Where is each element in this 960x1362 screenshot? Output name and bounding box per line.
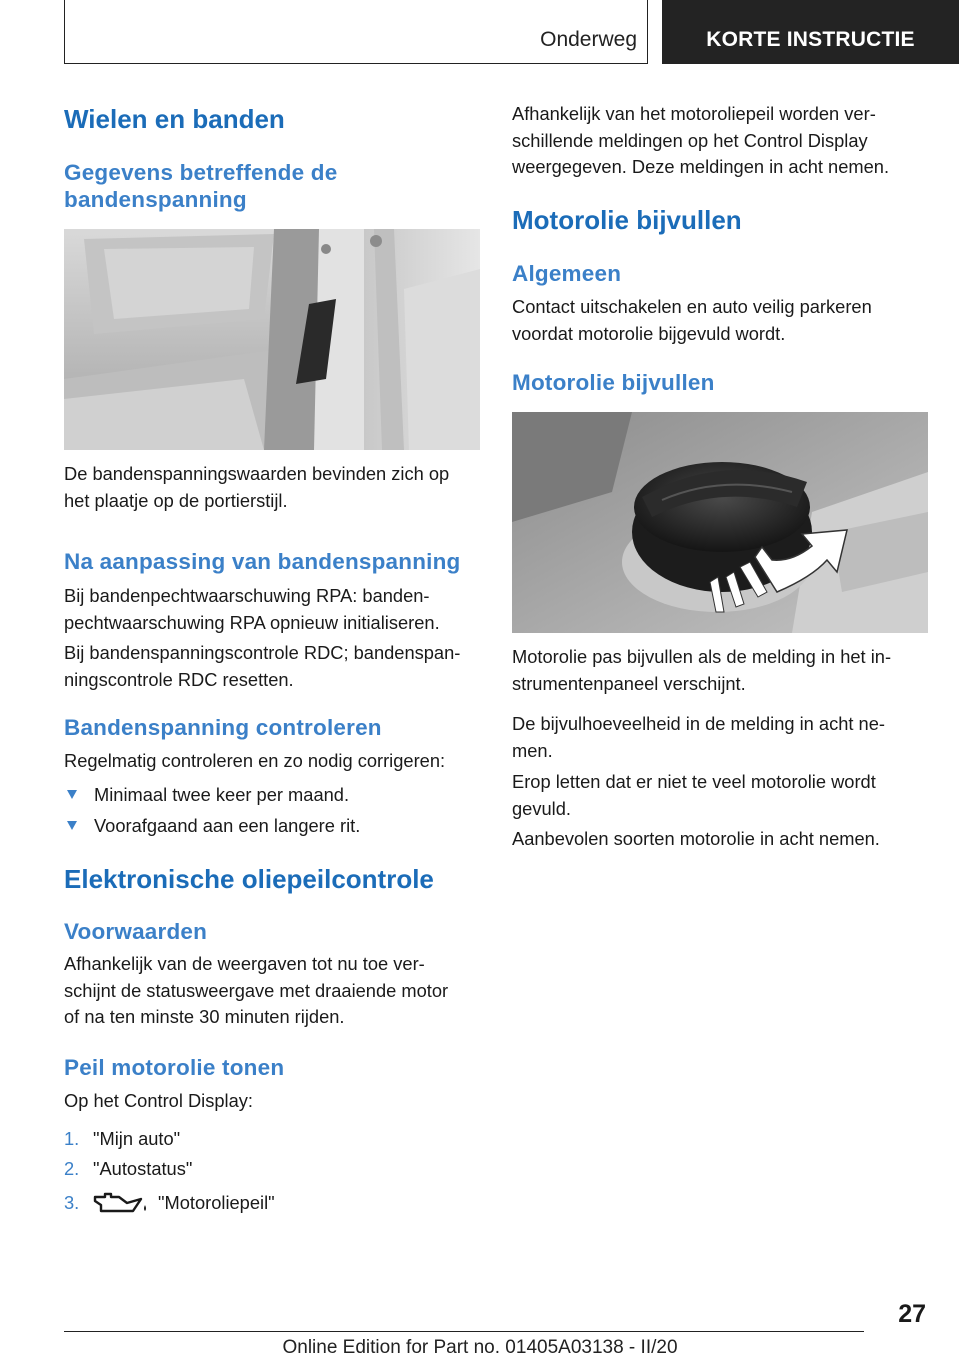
- paragraph-refill-amount: [512, 711, 885, 764]
- text-line: gevuld.: [512, 797, 571, 819]
- header-section-box: [64, 0, 648, 64]
- step-text: "Mijn auto": [93, 1128, 181, 1149]
- header-chapter-box: [662, 0, 959, 64]
- text-line: schillende meldingen op het Control Display: [512, 129, 868, 151]
- heading-conditions: Voorwaarden: [64, 919, 208, 944]
- header-chapter-label: KORTE INSTRUCTIE: [706, 28, 915, 51]
- heading-check-pressure: Bandenspanning controleren: [64, 715, 382, 740]
- page-number: 27: [898, 1300, 926, 1328]
- text-line: ningscontrole RDC resetten.: [64, 668, 294, 690]
- text-line: het plaatje op de portierstijl.: [64, 489, 288, 511]
- heading-line-1: Gegevens betreffende de: [64, 160, 338, 185]
- step-number: 1.: [64, 1128, 80, 1149]
- paragraph-rdc: [64, 640, 460, 693]
- bullet-triangle-icon: [67, 790, 77, 799]
- text-line: voordat motorolie bijgevuld wordt.: [512, 322, 786, 344]
- paragraph-refill-when: [512, 644, 891, 697]
- heading-show-oil-level: Peil motorolie tonen: [64, 1055, 285, 1080]
- header-section-label: Onderweg: [540, 28, 637, 51]
- text-line: De bandenspanningswaarden bevinden zich op: [64, 463, 450, 484]
- text-line: Bij bandenspanningscontrole RDC; bandenspan-: [64, 642, 461, 663]
- text-line: Bij bandenpechtwaarschuwing RPA: banden-: [64, 585, 430, 606]
- section-title-oil-check: Elektronische oliepeilcontrole: [64, 864, 434, 894]
- bullet-item: Voorafgaand aan een langere rit.: [94, 815, 361, 836]
- text-line: De bijvulhoeveelheid in de melding in acht ne-: [512, 713, 885, 734]
- paragraph-control-display: Op het Control Display:: [64, 1090, 253, 1111]
- text-line: Afhankelijk van het motoroliepeil worden ver-: [512, 103, 876, 124]
- heading-general: Algemeen: [512, 261, 622, 286]
- heading-tire-pressure-data: [64, 159, 337, 213]
- bullet-item: Minimaal twee keer per maand.: [94, 784, 350, 805]
- page-header: [64, 0, 959, 64]
- paragraph-no-overfill: [512, 769, 876, 822]
- paragraph-pressure-location: [64, 461, 449, 514]
- step-number: 2.: [64, 1158, 80, 1179]
- oil-cap-photo: [512, 412, 928, 633]
- step-text: "Motoroliepeil": [158, 1192, 275, 1213]
- paragraph-rpa: [64, 583, 440, 636]
- text-line: weergegeven. Deze meldingen in acht nemen.: [512, 156, 890, 177]
- text-line: men.: [512, 739, 553, 761]
- bullet-triangle-icon: [67, 821, 77, 830]
- paragraph-check-regularly: Regelmatig controleren en zo nodig corrigeren:: [64, 750, 446, 771]
- text-line: Contact uitschakelen en auto veilig parkeren: [512, 296, 872, 317]
- footer-divider: [64, 1331, 864, 1332]
- text-line: Motorolie pas bijvullen als de melding in het in-: [512, 646, 892, 667]
- door-pillar-photo: [64, 229, 480, 450]
- paragraph-general: [512, 294, 872, 347]
- footer-edition: Online Edition for Part no. 01405A03138 - II/20: [282, 1337, 678, 1358]
- paragraph-conditions: [64, 951, 448, 1031]
- text-line: Afhankelijk van de weergaven tot nu toe ver-: [64, 953, 425, 974]
- heading-after-adjust: Na aanpassing van bandenspanning: [64, 549, 461, 574]
- text-line: of na ten minste 30 minuten rijden.: [64, 1006, 345, 1027]
- step-text: "Autostatus": [93, 1158, 193, 1179]
- section-title-refill-oil: Motorolie bijvullen: [512, 205, 742, 235]
- heading-refill: Motorolie bijvullen: [512, 370, 715, 395]
- section-title-wheels: Wielen en banden: [64, 104, 285, 134]
- paragraph-oil-messages: [512, 101, 889, 181]
- oil-can-icon: [93, 1191, 149, 1215]
- heading-line-2: bandenspanning: [64, 187, 247, 212]
- step-number: 3.: [64, 1192, 80, 1213]
- text-line: pechtwaarschuwing RPA opnieuw initialiseren.: [64, 611, 440, 633]
- text-line: strumentenpaneel verschijnt.: [512, 672, 746, 694]
- text-line: schijnt de statusweergave met draaiende motor: [64, 979, 449, 1001]
- text-line: Erop letten dat er niet te veel motorolie wordt: [512, 771, 876, 792]
- paragraph-recommended-oils: Aanbevolen soorten motorolie in acht nemen.: [512, 828, 880, 849]
